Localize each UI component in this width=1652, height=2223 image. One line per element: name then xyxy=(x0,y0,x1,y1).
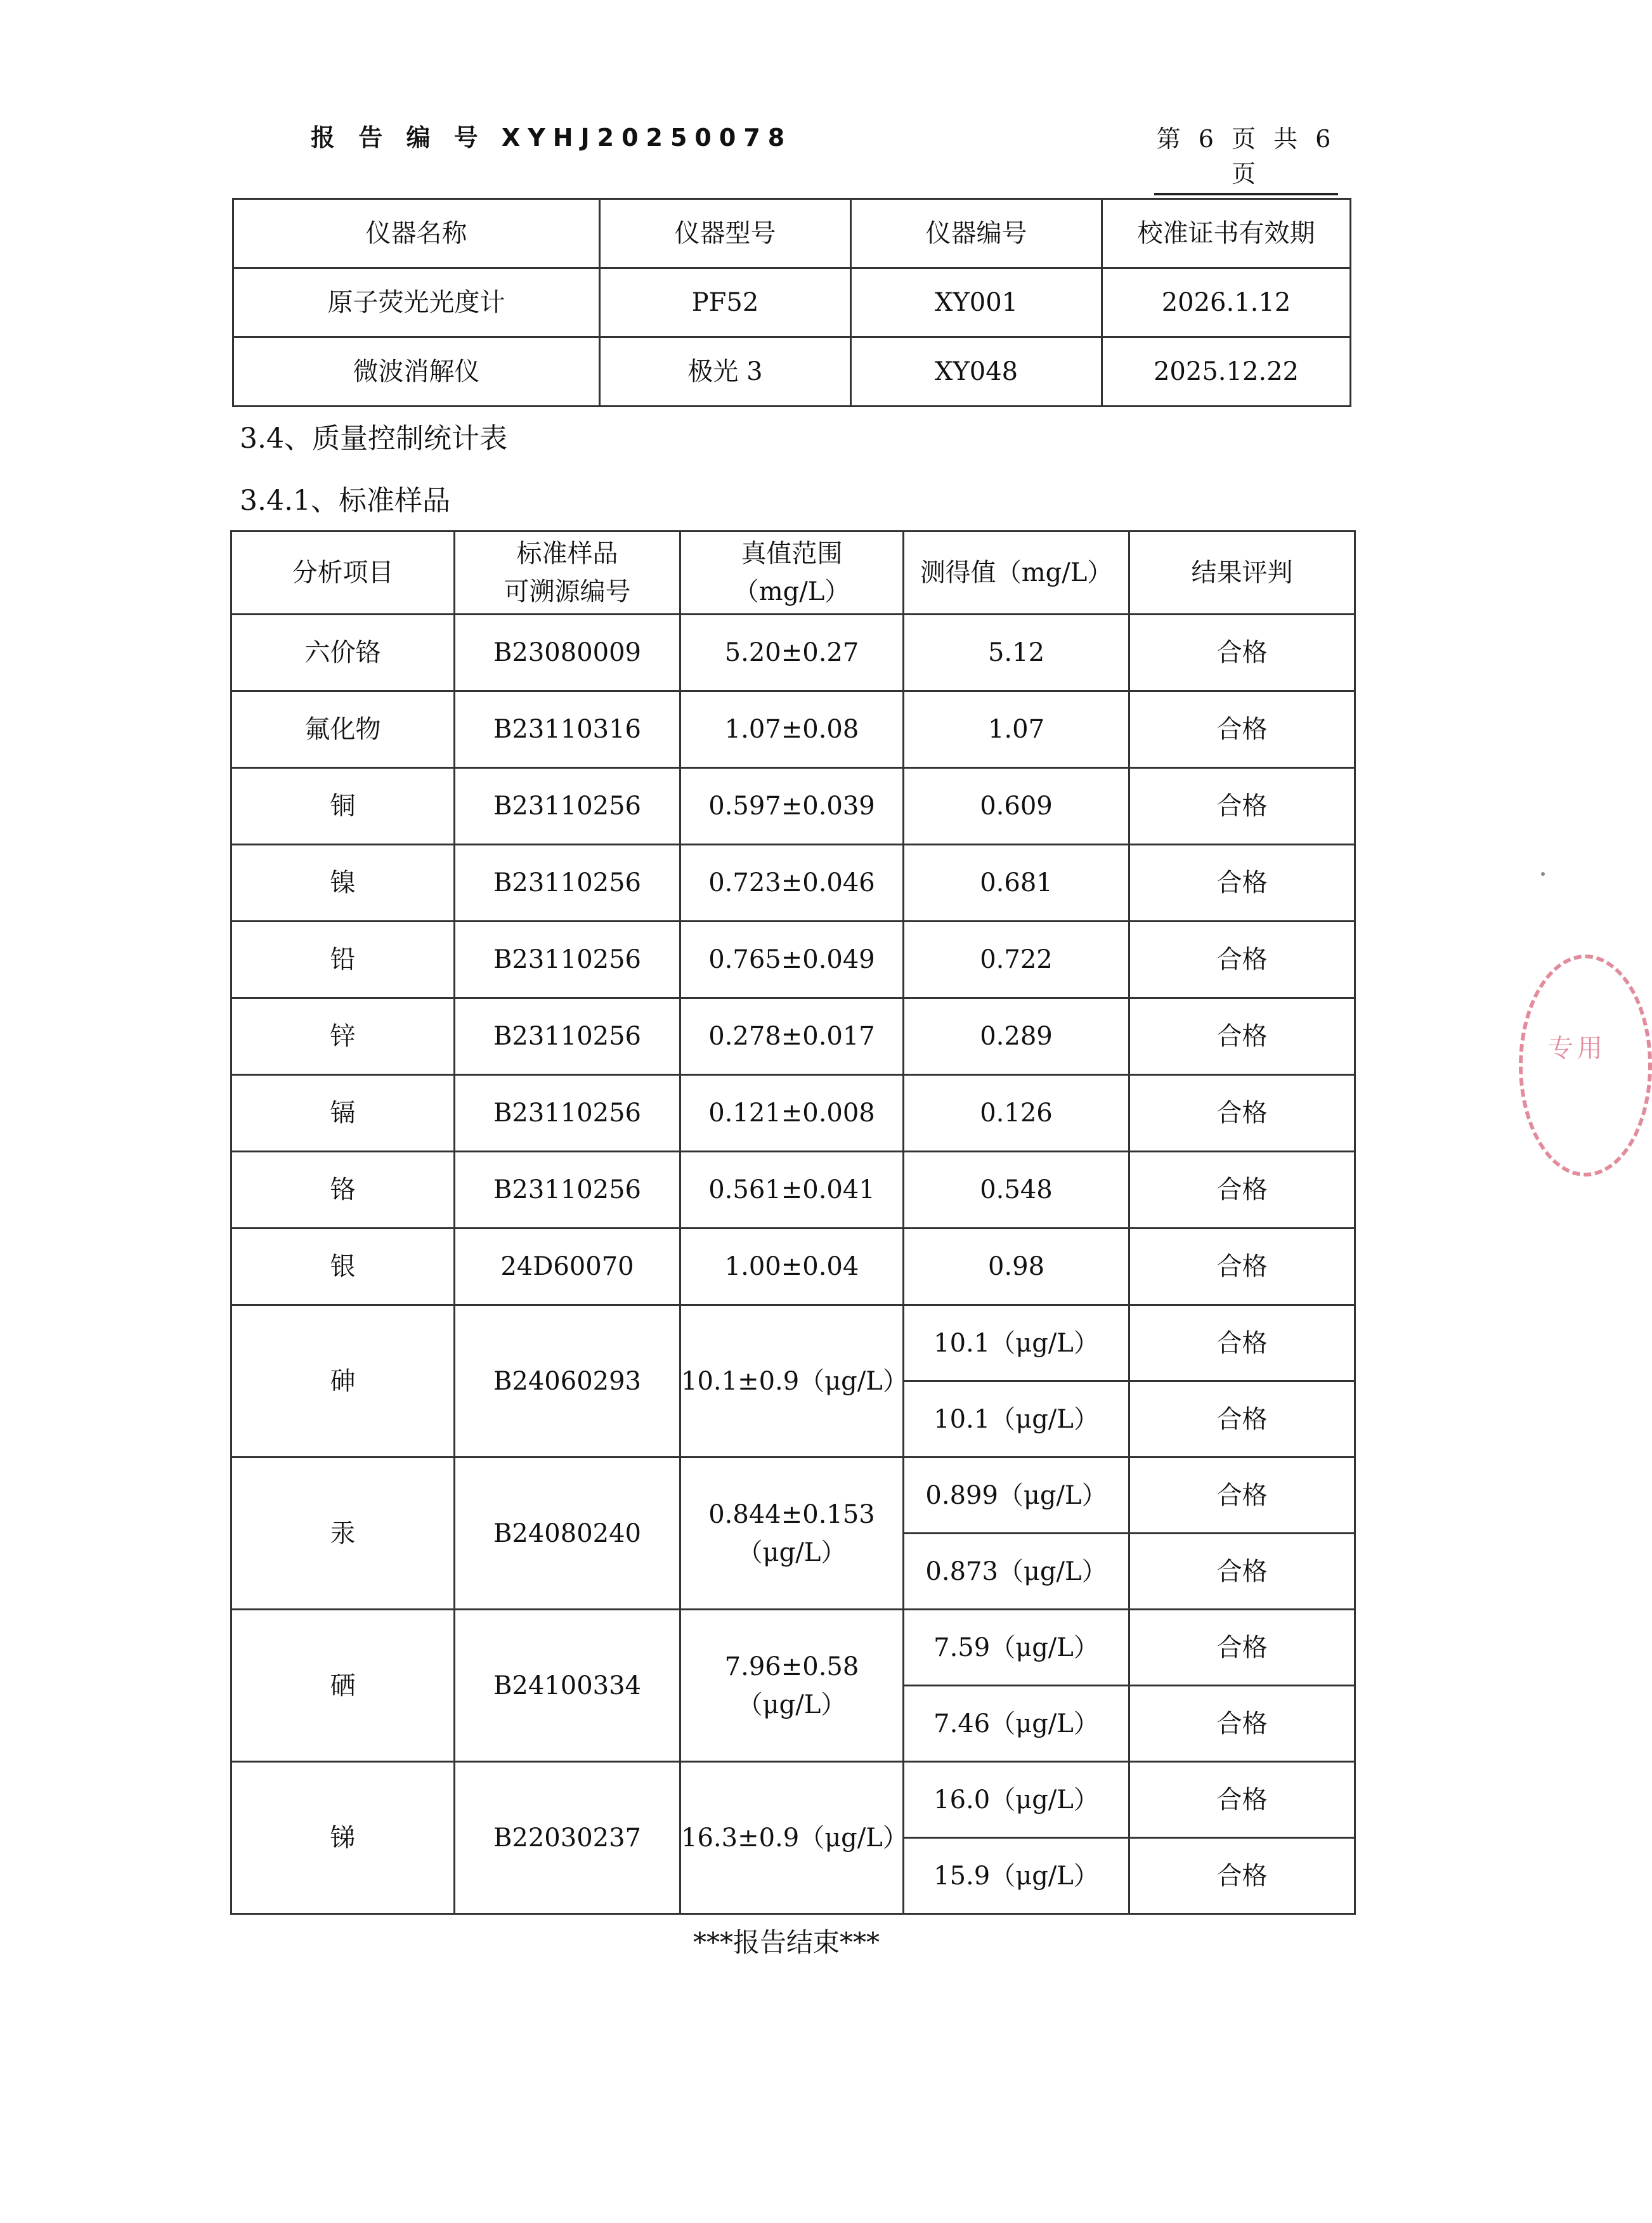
section-title-standard: 3.4.1、标准样品 xyxy=(240,485,450,517)
report-end-marker: ***报告结束*** xyxy=(693,1927,880,1958)
measured-value: 0.126 xyxy=(904,1075,1129,1152)
table-row xyxy=(231,1457,1355,1534)
true-range: 0.278±0.017 xyxy=(680,998,904,1075)
table-row xyxy=(231,1229,1355,1305)
column-header: 测得值（mg/L） xyxy=(904,531,1129,615)
measured-value: 1.07 xyxy=(904,691,1129,768)
table-row xyxy=(231,615,1355,691)
range-unit: （μg/L） xyxy=(737,1537,847,1567)
table-row xyxy=(231,1152,1355,1229)
table-row xyxy=(231,998,1355,1075)
measured-value: 0.289 xyxy=(904,998,1129,1075)
traceable-code: B24100334 xyxy=(455,1610,680,1762)
analyte: 铬 xyxy=(231,1152,455,1229)
instrument-model: PF52 xyxy=(600,268,851,337)
measured-value: 0.873（μg/L） xyxy=(904,1534,1129,1610)
result: 合格 xyxy=(1129,1762,1355,1838)
result: 合格 xyxy=(1129,768,1355,845)
result: 合格 xyxy=(1129,1381,1355,1457)
true-range: 0.597±0.039 xyxy=(680,768,904,845)
measured-value: 16.0（μg/L） xyxy=(904,1762,1129,1838)
header-line: 可溯源编号 xyxy=(504,577,631,606)
traceable-code: B24060293 xyxy=(455,1305,680,1457)
column-header: 仪器编号 xyxy=(851,199,1102,268)
traceable-code: B23110256 xyxy=(455,768,680,845)
instrument-id: XY001 xyxy=(851,268,1102,337)
table-row xyxy=(231,1305,1355,1381)
measured-value: 0.681 xyxy=(904,845,1129,922)
true-range xyxy=(680,1457,904,1610)
measured-value: 0.899（μg/L） xyxy=(904,1457,1129,1534)
instrument-name: 微波消解仪 xyxy=(233,337,600,407)
measured-value: 0.98 xyxy=(904,1229,1129,1305)
result: 合格 xyxy=(1129,1838,1355,1914)
traceable-code: B23110256 xyxy=(455,1152,680,1229)
traceable-code: B23110316 xyxy=(455,691,680,768)
result: 合格 xyxy=(1129,1152,1355,1229)
table-row xyxy=(231,1610,1355,1686)
instrument-table xyxy=(232,198,1351,407)
measured-value: 10.1（μg/L） xyxy=(904,1381,1129,1457)
true-range: 0.723±0.046 xyxy=(680,845,904,922)
true-range: 0.561±0.041 xyxy=(680,1152,904,1229)
result: 合格 xyxy=(1129,845,1355,922)
range-value: 0.844±0.153 xyxy=(708,1499,875,1529)
traceable-code: B23110256 xyxy=(455,922,680,998)
traceable-code: B22030237 xyxy=(455,1762,680,1914)
analyte: 六价铬 xyxy=(231,615,455,691)
section-title-qc: 3.4、质量控制统计表 xyxy=(240,422,507,455)
header-line: 标准样品 xyxy=(516,539,618,568)
analyte: 铅 xyxy=(231,922,455,998)
true-range: 5.20±0.27 xyxy=(680,615,904,691)
analyte: 砷 xyxy=(231,1305,455,1457)
header-line: 真值范围 xyxy=(741,539,843,568)
official-seal-stamp: 专用 xyxy=(1519,955,1652,1177)
traceable-code: B23110256 xyxy=(455,845,680,922)
result: 合格 xyxy=(1129,1229,1355,1305)
column-header: 仪器型号 xyxy=(600,199,851,268)
instrument-name: 原子荧光光度计 xyxy=(233,268,600,337)
true-range: 10.1±0.9（μg/L） xyxy=(680,1305,904,1457)
qc-standard-table xyxy=(230,530,1356,1915)
true-range: 7.96±0.58（μg/L） xyxy=(680,1610,904,1762)
column-header: 结果评判 xyxy=(1129,531,1355,615)
column-header xyxy=(680,531,904,615)
true-range: 16.3±0.9（μg/L） xyxy=(680,1762,904,1914)
true-range: 0.765±0.049 xyxy=(680,922,904,998)
traceable-code: B23110256 xyxy=(455,1075,680,1152)
traceable-code: B23080009 xyxy=(455,615,680,691)
measured-value: 15.9（μg/L） xyxy=(904,1838,1129,1914)
analyte: 氟化物 xyxy=(231,691,455,768)
report-number: 报 告 编 号 XYHJ20250078 xyxy=(311,124,793,152)
true-range: 1.07±0.08 xyxy=(680,691,904,768)
analyte: 银 xyxy=(231,1229,455,1305)
analyte: 锑 xyxy=(231,1762,455,1914)
page-indicator: 第 6 页 共 6 页 xyxy=(1154,119,1338,195)
table-row xyxy=(231,768,1355,845)
result: 合格 xyxy=(1129,691,1355,768)
traceable-code: B23110256 xyxy=(455,998,680,1075)
traceable-code: B24080240 xyxy=(455,1457,680,1610)
table-row xyxy=(231,1075,1355,1152)
table-row xyxy=(231,922,1355,998)
table-header-row xyxy=(231,531,1355,615)
header-line: （mg/L） xyxy=(733,577,850,606)
result: 合格 xyxy=(1129,1457,1355,1534)
table-row xyxy=(231,691,1355,768)
column-header xyxy=(455,531,680,615)
result: 合格 xyxy=(1129,1305,1355,1381)
analyte: 铜 xyxy=(231,768,455,845)
true-range: 1.00±0.04 xyxy=(680,1229,904,1305)
result: 合格 xyxy=(1129,998,1355,1075)
instrument-id: XY048 xyxy=(851,337,1102,407)
measured-value: 0.722 xyxy=(904,922,1129,998)
result: 合格 xyxy=(1129,922,1355,998)
column-header: 校准证书有效期 xyxy=(1102,199,1351,268)
analyte: 硒 xyxy=(231,1610,455,1762)
result: 合格 xyxy=(1129,1534,1355,1610)
table-row xyxy=(233,268,1351,337)
instrument-model: 极光 3 xyxy=(600,337,851,407)
calibration-expiry: 2025.12.22 xyxy=(1102,337,1351,407)
table-row xyxy=(233,337,1351,407)
calibration-expiry: 2026.1.12 xyxy=(1102,268,1351,337)
analyte: 汞 xyxy=(231,1457,455,1610)
result: 合格 xyxy=(1129,1686,1355,1762)
table-header-row xyxy=(233,199,1351,268)
analyte: 锌 xyxy=(231,998,455,1075)
measured-value: 5.12 xyxy=(904,615,1129,691)
column-header: 仪器名称 xyxy=(233,199,600,268)
measured-value: 0.609 xyxy=(904,768,1129,845)
table-row xyxy=(231,1762,1355,1838)
column-header: 分析项目 xyxy=(231,531,455,615)
analyte: 镍 xyxy=(231,845,455,922)
analyte: 镉 xyxy=(231,1075,455,1152)
measured-value: 10.1（μg/L） xyxy=(904,1305,1129,1381)
scan-speck xyxy=(1541,872,1545,876)
result: 合格 xyxy=(1129,1075,1355,1152)
result: 合格 xyxy=(1129,1610,1355,1686)
result: 合格 xyxy=(1129,615,1355,691)
measured-value: 7.46（μg/L） xyxy=(904,1686,1129,1762)
measured-value: 0.548 xyxy=(904,1152,1129,1229)
true-range: 0.121±0.008 xyxy=(680,1075,904,1152)
measured-value: 7.59（μg/L） xyxy=(904,1610,1129,1686)
table-row xyxy=(231,845,1355,922)
traceable-code: 24D60070 xyxy=(455,1229,680,1305)
